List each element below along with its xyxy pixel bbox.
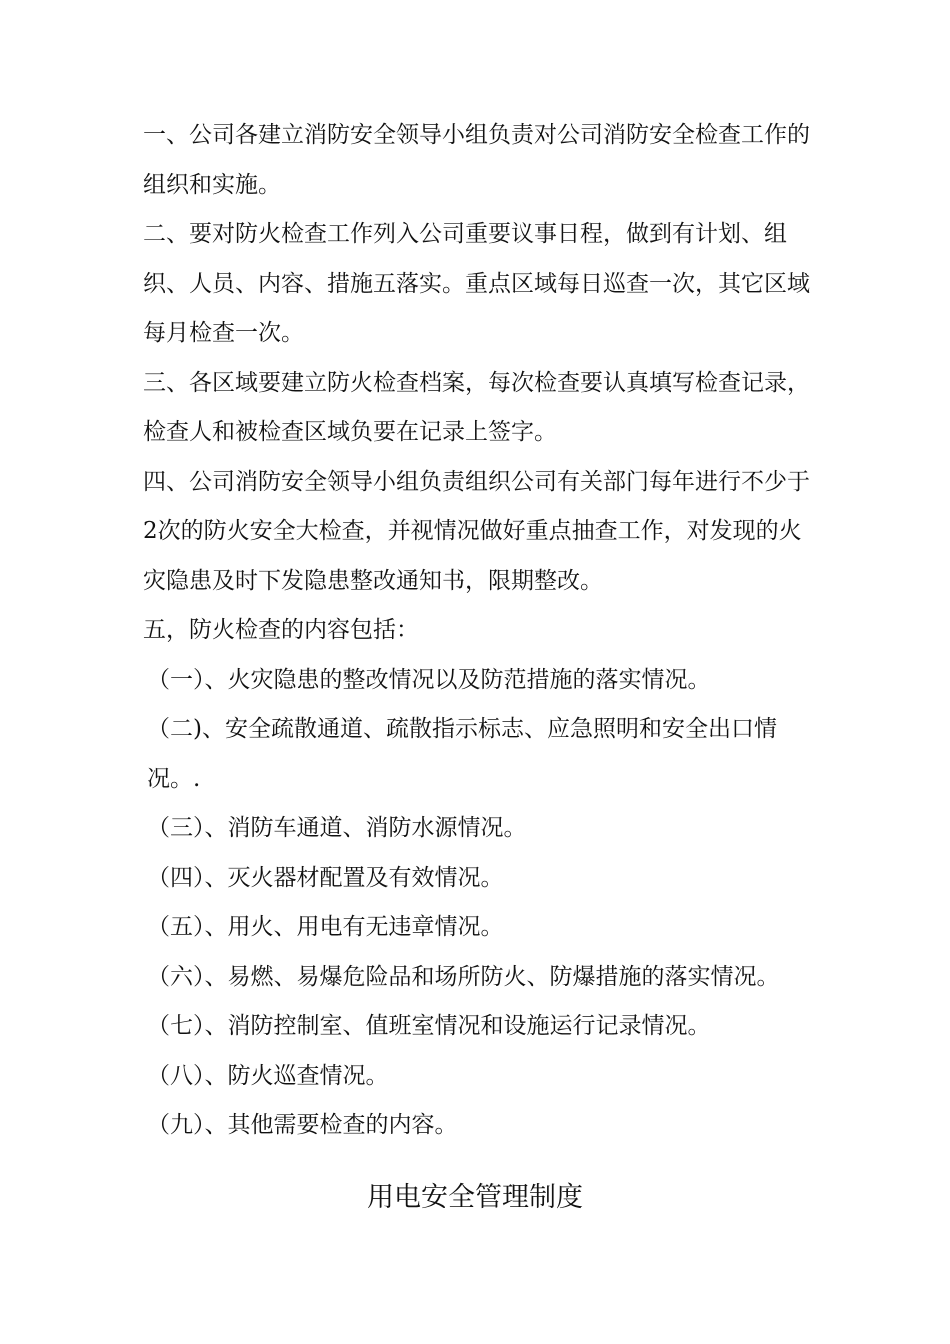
list-item-7: （七）、消防控制室、值班室情况和设施运行记录情况。 — [147, 1013, 711, 1039]
paragraph-3: 三、各区域要建立防火检查档案，每次检查要认真填写检查记录，检查人和被检查区域负要在记录上签字。 — [143, 369, 810, 445]
list-item-1: （一）、火灾隐患的整改情况以及防范措施的落实情况。 — [147, 666, 711, 693]
paragraph-1: 一、公司各建立消防安全领导小组负责对公司消防安全检查工作的组织和实施。 — [143, 122, 810, 198]
list-item-2: （二)、安全疏散通道、疏散指示标志、应急照明和安全出口情况。. — [147, 716, 777, 792]
paragraph-2: 二、要对防火检查工作列入公司重要议事日程，做到有计划、组织、人员、内容、措施五落实。重点区域每日巡查一次，其它区域每月检查一次。 — [143, 221, 810, 346]
document-body — [143, 111, 823, 1151]
section-title: 用电安全管理制度 — [367, 1182, 583, 1213]
paragraph-5: 五，防火检查的内容包括： — [143, 617, 419, 643]
list-item-3: （三）、消防车通道、消防水源情况。 — [147, 815, 527, 841]
list-item-8: （八）、防火巡查情况。 — [147, 1062, 389, 1089]
list-item-5: （五）、用火、用电有无违章情况。 — [147, 914, 504, 940]
list-item-6: （六）、易燃、易爆危险品和场所防火、防爆措施的落实情况。 — [147, 963, 780, 990]
list-item-9: （九）、其他需要检查的内容。 — [147, 1112, 458, 1138]
paragraph-4: 四、公司消防安全领导小组负责组织公司有关部门每年进行不少于2次的防火安全大检查，并视情况做好重点抽查工作，对发现的火灾隐患及时下发隐患整改通知书，限期整改。 — [143, 468, 810, 594]
list-item-4: （四）、灭火器材配置及有效情况。 — [147, 864, 504, 891]
